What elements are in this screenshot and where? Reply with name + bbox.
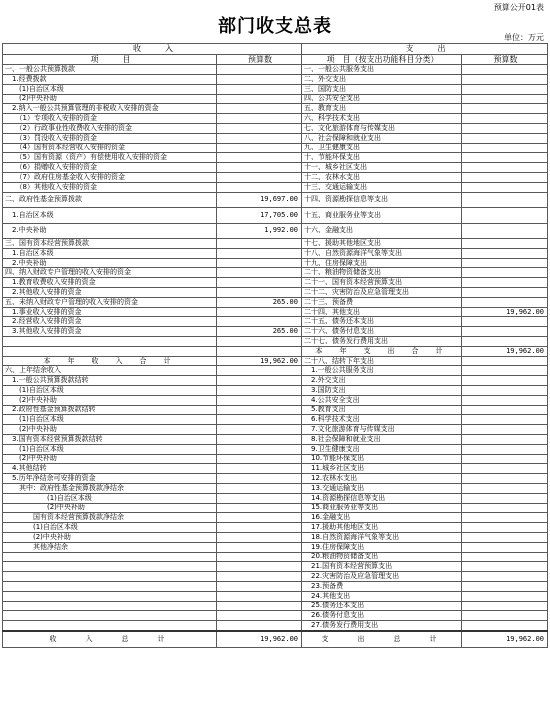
- income-value-cell: [217, 123, 302, 133]
- table-row: [3, 395, 548, 405]
- expense-item-cell: 二十六、债务付息支出: [302, 327, 462, 337]
- table-row: [3, 153, 548, 163]
- income-value-cell: [217, 434, 302, 444]
- table-row: [3, 581, 548, 591]
- total-row: [3, 631, 548, 648]
- income-value-cell: [217, 84, 302, 94]
- table-row: [3, 192, 548, 208]
- expense-value-cell: [462, 317, 548, 327]
- expense-value-cell: [462, 532, 548, 542]
- table-row: [3, 591, 548, 601]
- income-item-cell: (2)中央补助: [3, 503, 217, 513]
- form-code: 预算公开01表: [493, 3, 544, 12]
- table-row: [3, 425, 548, 435]
- expense-value-cell: [462, 268, 548, 278]
- expense-value-cell: [462, 523, 548, 533]
- expense-item-cell: 四、公共安全支出: [302, 94, 462, 104]
- income-item-cell: [3, 621, 217, 631]
- expense-value-cell: [462, 542, 548, 552]
- expense-item-cell: 二十七、债务发行费用支出: [302, 337, 462, 347]
- expense-item-cell: 十三、交通运输支出: [302, 182, 462, 192]
- income-value-cell: [217, 591, 302, 601]
- table-row: [3, 493, 548, 503]
- expense-total-label: 支 出 总 计: [302, 631, 462, 648]
- table-row: [3, 337, 548, 347]
- table-row: [3, 611, 548, 621]
- income-value-cell: [217, 621, 302, 631]
- table-row: [3, 503, 548, 513]
- expense-item-cell: 23.预备费: [302, 581, 462, 591]
- expense-item-cell: 21.国有资本经营预算支出: [302, 562, 462, 572]
- income-item-cell: （7）政府住房基金收入安排的资金: [3, 172, 217, 182]
- table-row: [3, 172, 548, 182]
- table-row: [3, 123, 548, 133]
- income-item-cell: 3.国有资本经营预算拨款结转: [3, 434, 217, 444]
- income-value-cell: [217, 581, 302, 591]
- income-value-cell: [217, 503, 302, 513]
- table-row: [3, 601, 548, 611]
- expense-item-cell: 本 年 支 出 合 计: [302, 346, 462, 356]
- income-item-cell: 2.其他收入安排的资金: [3, 288, 217, 298]
- expense-budget-header: 预算数: [462, 54, 548, 65]
- expense-item-cell: 十五、商业服务业等支出: [302, 208, 462, 224]
- income-item-cell: 三、国有资本经营预算拨款: [3, 239, 217, 249]
- table-row: [3, 133, 548, 143]
- expense-value-cell: [462, 405, 548, 415]
- income-value-cell: 17,705.00: [217, 208, 302, 224]
- income-value-cell: [217, 572, 302, 582]
- expense-value-cell: [462, 172, 548, 182]
- income-value-cell: [217, 65, 302, 75]
- income-item-cell: [3, 611, 217, 621]
- expense-item-cell: 26.债务付息支出: [302, 611, 462, 621]
- income-value-cell: [217, 114, 302, 124]
- table-row: [3, 434, 548, 444]
- table-row: [3, 288, 548, 298]
- table-row: [3, 278, 548, 288]
- table-row: [3, 366, 548, 376]
- income-value-cell: [217, 94, 302, 104]
- expense-value-cell: [462, 503, 548, 513]
- expense-item-cell: 十六、金融支出: [302, 223, 462, 239]
- expense-item-cell: 十一、城乡社区支出: [302, 163, 462, 173]
- expense-item-cell: 五、教育支出: [302, 104, 462, 114]
- expense-value-cell: [462, 611, 548, 621]
- expense-value-cell: [462, 483, 548, 493]
- expense-item-cell: 二、外交支出: [302, 74, 462, 84]
- expense-value-cell: [462, 163, 548, 173]
- expense-item-cell: 八、社会保障和就业支出: [302, 133, 462, 143]
- income-item-cell: 1.经费拨款: [3, 74, 217, 84]
- expense-value-cell: [462, 239, 548, 249]
- expense-item-cell: 8.社会保障和就业支出: [302, 434, 462, 444]
- table-row: [3, 532, 548, 542]
- table-row: [3, 562, 548, 572]
- expense-item-cell: 14.资源勘探信息等支出: [302, 493, 462, 503]
- expense-item-cell: 二十八、结转下年支出: [302, 356, 462, 366]
- expense-value-cell: [462, 288, 548, 298]
- income-item-cell: 本 年 收 入 合 计: [3, 356, 217, 366]
- table-row: [3, 258, 548, 268]
- income-value-cell: [217, 172, 302, 182]
- expense-item-cell: 27.债务发行费用支出: [302, 621, 462, 631]
- table-row: [3, 405, 548, 415]
- expense-item-cell: 十七、援助其他地区支出: [302, 239, 462, 249]
- expense-item-cell: 12.农林水支出: [302, 474, 462, 484]
- table-row: [3, 572, 548, 582]
- expense-value-cell: [462, 376, 548, 386]
- table-row: [3, 74, 548, 84]
- income-value-cell: 1,992.00: [217, 223, 302, 239]
- income-value-cell: [217, 611, 302, 621]
- table-row: [3, 464, 548, 474]
- income-item-cell: [3, 591, 217, 601]
- expense-value-cell: [462, 464, 548, 474]
- table-row: [3, 621, 548, 631]
- expense-value-cell: [462, 552, 548, 562]
- page-title: 部门收支总表: [218, 16, 332, 37]
- income-value-cell: [217, 454, 302, 464]
- table-row: [3, 542, 548, 552]
- expense-item-cell: 1.一般公共服务支出: [302, 366, 462, 376]
- header-row-group: [3, 44, 548, 55]
- expense-item-cell: 18.自然资源海洋气象等支出: [302, 532, 462, 542]
- income-item-cell: 5.历年净结余可安排的资金: [3, 474, 217, 484]
- expense-value-cell: [462, 493, 548, 503]
- table-row: [3, 208, 548, 224]
- expense-item-cell: 16.金融支出: [302, 513, 462, 523]
- budget-table: [2, 43, 548, 648]
- income-value-cell: [217, 74, 302, 84]
- income-total-value: 19,962.00: [217, 631, 302, 648]
- expense-item-cell: 九、卫生健康支出: [302, 143, 462, 153]
- expense-item-cell: 10.节能环保支出: [302, 454, 462, 464]
- income-value-cell: [217, 552, 302, 562]
- income-item-cell: （5）国有资源（资产）有偿使用收入安排的资金: [3, 153, 217, 163]
- income-value-cell: [217, 376, 302, 386]
- expense-item-cell: 二十三、预备费: [302, 297, 462, 307]
- income-item-cell: (1)自治区本级: [3, 415, 217, 425]
- income-value-cell: [217, 143, 302, 153]
- expense-item-cell: 3.国防支出: [302, 386, 462, 396]
- expense-value-cell: [462, 182, 548, 192]
- expense-item-cell: 22.灾害防治及应急管理支出: [302, 572, 462, 582]
- expense-value-cell: [462, 444, 548, 454]
- expense-value-cell: 19,962.00: [462, 307, 548, 317]
- expense-value-cell: [462, 153, 548, 163]
- income-item-cell: 其中：政府性基金预算拨款净结余: [3, 483, 217, 493]
- expense-value-cell: [462, 395, 548, 405]
- income-item-cell: 2.经营收入安排的资金: [3, 317, 217, 327]
- table-row: [3, 65, 548, 75]
- income-item-cell: 1.教育收费收入安排的资金: [3, 278, 217, 288]
- expense-value-cell: [462, 425, 548, 435]
- income-budget-header: 预算数: [217, 54, 302, 65]
- income-item-cell: (1)自治区本级: [3, 493, 217, 503]
- income-value-cell: [217, 248, 302, 258]
- expense-value-cell: [462, 143, 548, 153]
- expense-value-cell: [462, 297, 548, 307]
- income-value-cell: [217, 415, 302, 425]
- table-row: [3, 182, 548, 192]
- income-value-cell: [217, 464, 302, 474]
- income-value-cell: [217, 288, 302, 298]
- table-row: [3, 114, 548, 124]
- income-value-cell: [217, 386, 302, 396]
- income-item-cell: 二、政府性基金预算拨款: [3, 192, 217, 208]
- income-value-cell: [217, 532, 302, 542]
- expense-value-cell: [462, 192, 548, 208]
- income-value-cell: [217, 268, 302, 278]
- income-value-cell: [217, 239, 302, 249]
- unit-label: 单位：万元: [504, 33, 544, 42]
- expense-item-cell: 13.交通运输支出: [302, 483, 462, 493]
- table-row: [3, 415, 548, 425]
- income-item-cell: 1.自治区本级: [3, 248, 217, 258]
- table-row: [3, 483, 548, 493]
- table-row: [3, 327, 548, 337]
- income-item-cell: (2)中央补助: [3, 395, 217, 405]
- income-item-cell: (2)中央补助: [3, 454, 217, 464]
- expense-item-cell: 十九、住房保障支出: [302, 258, 462, 268]
- expense-item-cell: 20.粮油物资储备支出: [302, 552, 462, 562]
- expense-value-cell: [462, 114, 548, 124]
- income-item-cell: 3.其他收入安排的资金: [3, 327, 217, 337]
- income-item-cell: 国有资本经营预算拨款净结余: [3, 513, 217, 523]
- expense-item-cell: 一、一般公共服务支出: [302, 65, 462, 75]
- header-row-columns: [3, 54, 548, 65]
- table-row: [3, 104, 548, 114]
- expense-value-cell: [462, 621, 548, 631]
- income-item-cell: (1)自治区本级: [3, 84, 217, 94]
- income-item-cell: [3, 581, 217, 591]
- expense-value-cell: [462, 133, 548, 143]
- expense-value-cell: [462, 601, 548, 611]
- income-item-cell: 1.一般公共预算拨款结转: [3, 376, 217, 386]
- table-row: [3, 94, 548, 104]
- expense-item-cell: 11.城乡社区支出: [302, 464, 462, 474]
- income-item-cell: 1.事业收入安排的资金: [3, 307, 217, 317]
- income-item-cell: (1)自治区本级: [3, 523, 217, 533]
- expense-value-cell: [462, 356, 548, 366]
- income-value-cell: [217, 395, 302, 405]
- income-item-cell: 2.纳入一般公共预算管理的非税收入安排的资金: [3, 104, 217, 114]
- expense-item-cell: 7.文化旅游体育与传媒支出: [302, 425, 462, 435]
- expense-value-cell: 19,962.00: [462, 346, 548, 356]
- table-row: [3, 376, 548, 386]
- table-row: [3, 143, 548, 153]
- income-value-cell: [217, 493, 302, 503]
- expense-item-cell: 十四、资源勘探信息等支出: [302, 192, 462, 208]
- income-item-cell: 2.中央补助: [3, 258, 217, 268]
- income-item-cell: （4）国有资本经营收入安排的资金: [3, 143, 217, 153]
- income-value-cell: [217, 182, 302, 192]
- income-value-cell: 265.00: [217, 327, 302, 337]
- income-value-cell: 265.00: [217, 297, 302, 307]
- expense-value-cell: [462, 94, 548, 104]
- expense-total-value: 19,962.00: [462, 631, 548, 648]
- expense-value-cell: [462, 248, 548, 258]
- income-item-cell: (1)自治区本级: [3, 444, 217, 454]
- income-value-cell: 19,962.00: [217, 356, 302, 366]
- income-item-cell: 五、未纳入财政专户管理的收入安排的资金: [3, 297, 217, 307]
- table-row: [3, 307, 548, 317]
- income-item-cell: (2)中央补助: [3, 532, 217, 542]
- expense-item-cell: 17.援助其他地区支出: [302, 523, 462, 533]
- income-item-cell: (2)中央补助: [3, 425, 217, 435]
- income-value-cell: [217, 425, 302, 435]
- expense-value-cell: [462, 591, 548, 601]
- income-item-cell: (1)自治区本级: [3, 386, 217, 396]
- income-item-cell: 六、上年结余收入: [3, 366, 217, 376]
- expense-item-cell: 2.外交支出: [302, 376, 462, 386]
- income-item-cell: [3, 552, 217, 562]
- expense-value-cell: [462, 278, 548, 288]
- income-value-cell: [217, 317, 302, 327]
- income-value-cell: [217, 163, 302, 173]
- expense-item-cell: 15.商业服务业等支出: [302, 503, 462, 513]
- income-item-cell: （2）行政事业性收费收入安排的资金: [3, 123, 217, 133]
- income-value-cell: [217, 366, 302, 376]
- income-item-cell: [3, 337, 217, 347]
- expense-value-cell: [462, 562, 548, 572]
- expense-value-cell: [462, 415, 548, 425]
- income-item-cell: 四、纳入财政专户管理的收入安排的资金: [3, 268, 217, 278]
- expense-value-cell: [462, 572, 548, 582]
- income-value-cell: [217, 133, 302, 143]
- table-row: [3, 297, 548, 307]
- expense-item-cell: 19.住房保障支出: [302, 542, 462, 552]
- expense-value-cell: [462, 474, 548, 484]
- table-row: [3, 523, 548, 533]
- expense-item-cell: 十二、农林水支出: [302, 172, 462, 182]
- income-item-cell: （8）其他收入安排的资金: [3, 182, 217, 192]
- income-value-cell: [217, 405, 302, 415]
- expense-header: 支 出: [302, 44, 548, 55]
- table-row: [3, 346, 548, 356]
- income-total-label: 收 入 总 计: [3, 631, 217, 648]
- income-value-cell: [217, 483, 302, 493]
- income-item-cell: 2.中央补助: [3, 223, 217, 239]
- income-item-cell: （3）罚没收入安排的资金: [3, 133, 217, 143]
- income-value-cell: [217, 474, 302, 484]
- table-row: [3, 454, 548, 464]
- expense-value-cell: [462, 366, 548, 376]
- income-value-cell: [217, 153, 302, 163]
- expense-item-cell: 6.科学技术支出: [302, 415, 462, 425]
- table-row: [3, 84, 548, 94]
- expense-value-cell: [462, 513, 548, 523]
- table-row: [3, 474, 548, 484]
- expense-value-cell: [462, 581, 548, 591]
- income-value-cell: [217, 513, 302, 523]
- income-value-cell: 19,697.00: [217, 192, 302, 208]
- income-item-cell: [3, 601, 217, 611]
- expense-value-cell: [462, 337, 548, 347]
- income-value-cell: [217, 601, 302, 611]
- expense-value-cell: [462, 223, 548, 239]
- expense-item-header: 项 目（按支出功能科目分类）: [302, 54, 462, 65]
- expense-value-cell: [462, 123, 548, 133]
- expense-value-cell: [462, 327, 548, 337]
- income-item-cell: （6）捐赠收入安排的资金: [3, 163, 217, 173]
- table-row: [3, 163, 548, 173]
- income-value-cell: [217, 337, 302, 347]
- income-value-cell: [217, 104, 302, 114]
- income-item-cell: (2)中央补助: [3, 94, 217, 104]
- expense-item-cell: 十八、自然资源海洋气象等支出: [302, 248, 462, 258]
- table-row: [3, 552, 548, 562]
- expense-item-cell: 二十四、其他支出: [302, 307, 462, 317]
- expense-value-cell: [462, 258, 548, 268]
- income-item-cell: 1.自治区本级: [3, 208, 217, 224]
- table-row: [3, 223, 548, 239]
- expense-item-cell: 9.卫生健康支出: [302, 444, 462, 454]
- expense-value-cell: [462, 104, 548, 114]
- table-row: [3, 317, 548, 327]
- table-row: [3, 239, 548, 249]
- income-value-cell: [217, 346, 302, 356]
- income-item-header: 项 目: [3, 54, 217, 65]
- expense-item-cell: 十、节能环保支出: [302, 153, 462, 163]
- table-row: [3, 444, 548, 454]
- income-item-cell: （1）专项收入安排的资金: [3, 114, 217, 124]
- table-row: [3, 386, 548, 396]
- income-value-cell: [217, 523, 302, 533]
- income-value-cell: [217, 542, 302, 552]
- expense-item-cell: 三、国防支出: [302, 84, 462, 94]
- table-row: [3, 268, 548, 278]
- income-item-cell: 4.其他结转: [3, 464, 217, 474]
- income-value-cell: [217, 258, 302, 268]
- expense-item-cell: 4.公共安全支出: [302, 395, 462, 405]
- expense-item-cell: 二十五、债务还本支出: [302, 317, 462, 327]
- income-item-cell: 一、一般公共预算拨款: [3, 65, 217, 75]
- income-item-cell: [3, 562, 217, 572]
- income-value-cell: [217, 278, 302, 288]
- expense-value-cell: [462, 386, 548, 396]
- table-row: [3, 513, 548, 523]
- income-item-cell: [3, 346, 217, 356]
- expense-item-cell: 六、科学技术支出: [302, 114, 462, 124]
- expense-item-cell: 5.教育支出: [302, 405, 462, 415]
- income-item-cell: 其他净结余: [3, 542, 217, 552]
- expense-item-cell: 25.债务还本支出: [302, 601, 462, 611]
- expense-value-cell: [462, 74, 548, 84]
- expense-value-cell: [462, 434, 548, 444]
- income-item-cell: [3, 572, 217, 582]
- income-value-cell: [217, 444, 302, 454]
- income-value-cell: [217, 307, 302, 317]
- table-row: [3, 356, 548, 366]
- expense-item-cell: 24.其他支出: [302, 591, 462, 601]
- table-row: [3, 248, 548, 258]
- expense-item-cell: 二十一、国有资本经营预算支出: [302, 278, 462, 288]
- expense-value-cell: [462, 208, 548, 224]
- expense-item-cell: 二十二、灾害防治及应急管理支出: [302, 288, 462, 298]
- expense-value-cell: [462, 84, 548, 94]
- expense-item-cell: 七、文化旅游体育与传媒支出: [302, 123, 462, 133]
- expense-item-cell: 二十、粮油物资储备支出: [302, 268, 462, 278]
- income-header: 收 入: [3, 44, 302, 55]
- expense-value-cell: [462, 454, 548, 464]
- income-item-cell: 2.政府性基金预算拨款结转: [3, 405, 217, 415]
- expense-value-cell: [462, 65, 548, 75]
- income-value-cell: [217, 562, 302, 572]
